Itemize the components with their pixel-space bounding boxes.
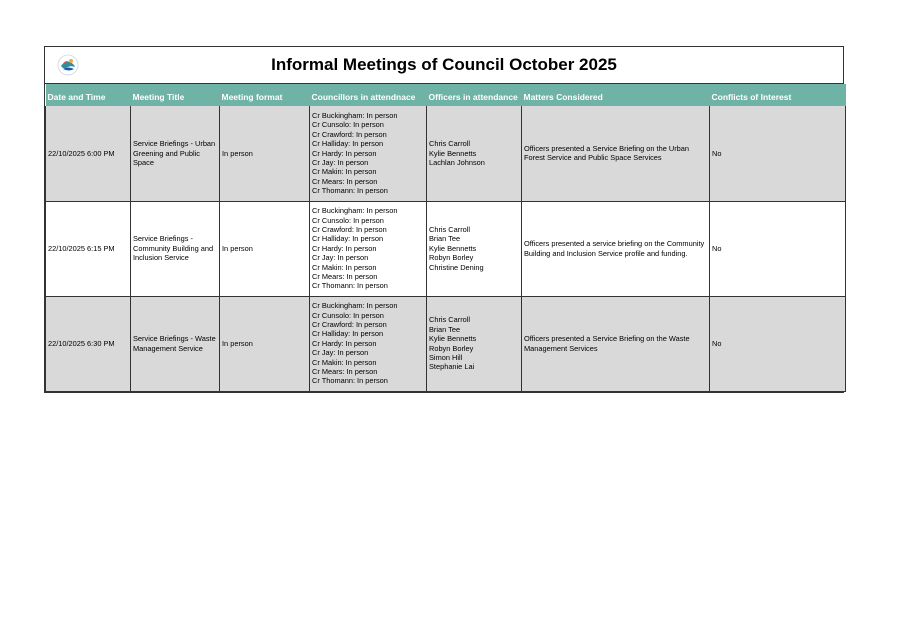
councillor-entry: Cr Jay: In person [312,348,369,358]
table-row [46,106,846,201]
column-header-matters: Matters Considered [522,84,710,106]
cell-datetime: 22/10/2025 6:30 PM [46,296,131,391]
title-bar [45,47,843,84]
cell-matters: Officers presented a Service Briefing on the Waste Management Services [522,296,710,391]
column-header-officers: Officers in attendance [427,84,522,106]
councillor-entry: Cr Cunsolo: In person [312,310,384,320]
councillor-entry: Cr Buckingham: In person [312,206,398,216]
officer-entry: Brian Tee [429,324,461,334]
column-header-conflicts: Conflicts of Interest [710,84,846,106]
councillor-entry: Cr Cunsolo: In person [312,215,384,225]
cell-format: In person [220,296,310,391]
table-header-row [46,84,846,106]
councillor-entry: Cr Halliday: In person [312,329,384,339]
cell-datetime: 22/10/2025 6:15 PM [46,201,131,296]
councillor-entry: Cr Halliday: In person [312,139,384,149]
councillor-entry: Cr Makin: In person [312,262,377,272]
councillor-entry: Cr Hardy: In person [312,148,377,158]
cell-officers [427,106,522,201]
cell-format: In person [220,106,310,201]
officer-entry: Lachlan Johnson [429,157,485,167]
cell-councillors [310,201,427,296]
councillor-entry: Cr Makin: In person [312,167,377,177]
councillor-entry: Cr Cunsolo: In person [312,120,384,130]
councillor-entry: Cr Halliday: In person [312,234,384,244]
councillor-entry: Cr Thomann: In person [312,376,388,386]
column-header-date-time: Date and Time [46,84,131,106]
councillor-entry: Cr Mears: In person [312,272,378,282]
councillor-entry: Cr Thomann: In person [312,186,388,196]
councillor-entry: Cr Crawford: In person [312,224,387,234]
cell-conflicts: No [710,201,846,296]
officer-entry: Stephanie Lai [429,362,475,372]
meetings-sheet [44,46,844,393]
column-header-meeting-format: Meeting format [220,84,310,106]
officer-entry: Christine Dening [429,262,484,272]
cell-councillors [310,296,427,391]
cell-meeting-title: Service Briefings - Community Building and Inclusion Service [131,201,220,296]
cell-matters: Officers presented a service briefing on the Community Building and Inclusion Service profile and funding. [522,201,710,296]
cell-councillors [310,106,427,201]
councillor-entry: Cr Jay: In person [312,157,369,167]
officer-entry: Kylie Bennetts [429,148,477,158]
officer-entry: Chris Carroll [429,139,471,149]
page-title: Informal Meetings of Council October 2025 [271,55,617,74]
councillor-entry: Cr Thomann: In person [312,281,388,291]
cell-datetime: 22/10/2025 6:00 PM [46,106,131,201]
cell-officers [427,296,522,391]
councillor-entry: Cr Mears: In person [312,176,378,186]
cell-conflicts: No [710,296,846,391]
cell-officers [427,201,522,296]
cell-conflicts: No [710,106,846,201]
councillor-entry: Cr Hardy: In person [312,243,377,253]
officer-entry: Chris Carroll [429,224,471,234]
cell-format: In person [220,201,310,296]
cell-meeting-title: Service Briefings - Waste Management Service [131,296,220,391]
councillor-entry: Cr Makin: In person [312,357,377,367]
table-row [46,296,846,391]
councillor-entry: Cr Buckingham: In person [312,301,398,311]
cell-meeting-title: Service Briefings - Urban Greening and Public Space [131,106,220,201]
councillor-entry: Cr Crawford: In person [312,129,387,139]
councillor-entry: Cr Buckingham: In person [312,110,398,120]
cell-matters: Officers presented a Service Briefing on the Urban Forest Service and Public Space Services [522,106,710,201]
councillor-entry: Cr Hardy: In person [312,338,377,348]
officer-entry: Kylie Bennetts [429,334,477,344]
officer-entry: Chris Carroll [429,315,471,325]
meetings-table [45,84,846,392]
table-row [46,201,846,296]
officer-entry: Kylie Bennetts [429,243,477,253]
officer-entry: Simon Hill [429,352,463,362]
officer-entry: Robyn Borley [429,253,474,263]
councillor-entry: Cr Crawford: In person [312,319,387,329]
officer-entry: Robyn Borley [429,343,474,353]
councillor-entry: Cr Mears: In person [312,367,378,377]
councillor-entry: Cr Jay: In person [312,253,369,263]
officer-entry: Brian Tee [429,234,461,244]
column-header-councillors: Councillors in attendnace [310,84,427,106]
column-header-meeting-title: Meeting Title [131,84,220,106]
